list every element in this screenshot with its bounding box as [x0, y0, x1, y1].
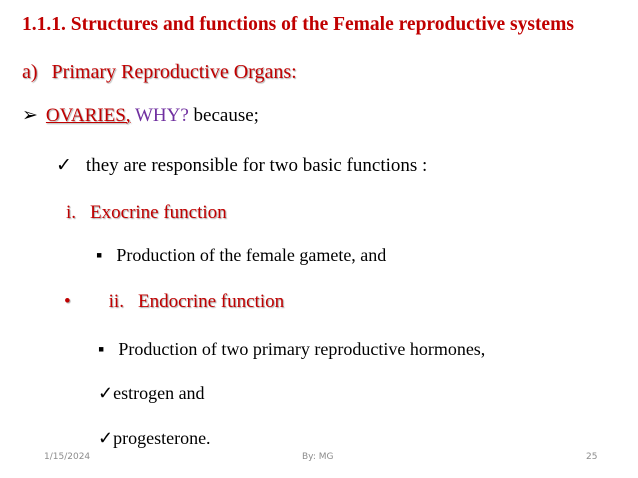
subheading-marker: a)	[22, 61, 38, 83]
slide-title: 1.1.1. Structures and functions of the Female reproductive systems	[22, 14, 574, 35]
why-label: WHY?	[134, 105, 189, 126]
check-icon: ✓	[56, 155, 72, 176]
endocrine-text: Endocrine function	[137, 291, 285, 312]
subheading	[22, 62, 297, 82]
bullet-progesterone	[98, 429, 211, 447]
hormones-text: Production of two primary reproductive hormones,	[118, 339, 486, 359]
bullet-gamete	[96, 246, 386, 264]
check-icon: ✓	[98, 428, 114, 448]
estrogen-text: estrogen and	[113, 383, 205, 403]
dot-bullet-icon: •	[64, 291, 71, 312]
square-bullet-icon: ▪	[96, 245, 103, 265]
because-label: because;	[193, 105, 259, 126]
functions-text: they are responsible for two basic functions :	[85, 155, 428, 176]
ovaries-label: OVARIES,	[45, 105, 131, 126]
bullet-ovaries	[22, 106, 259, 125]
footer-date: 1/15/2024	[44, 452, 91, 462]
footer-page-number: 25	[586, 452, 598, 462]
exocrine-marker: i.	[66, 202, 77, 223]
exocrine-text: Exocrine function	[90, 202, 227, 223]
item-exocrine	[66, 203, 227, 222]
footer-author: By: MG	[302, 452, 334, 462]
bullet-hormones	[98, 340, 485, 358]
subheading-text: Primary Reproductive Organs:	[51, 61, 297, 83]
item-endocrine	[64, 292, 284, 311]
gamete-text: Production of the female gamete, and	[116, 245, 387, 265]
square-bullet-icon: ▪	[98, 339, 105, 359]
endocrine-marker: ii.	[108, 291, 124, 312]
check-icon: ✓	[98, 383, 114, 403]
bullet-functions	[56, 156, 427, 175]
progesterone-text: progesterone.	[113, 428, 211, 448]
bullet-estrogen	[98, 384, 205, 402]
arrow-bullet-icon: ➢	[22, 105, 38, 126]
